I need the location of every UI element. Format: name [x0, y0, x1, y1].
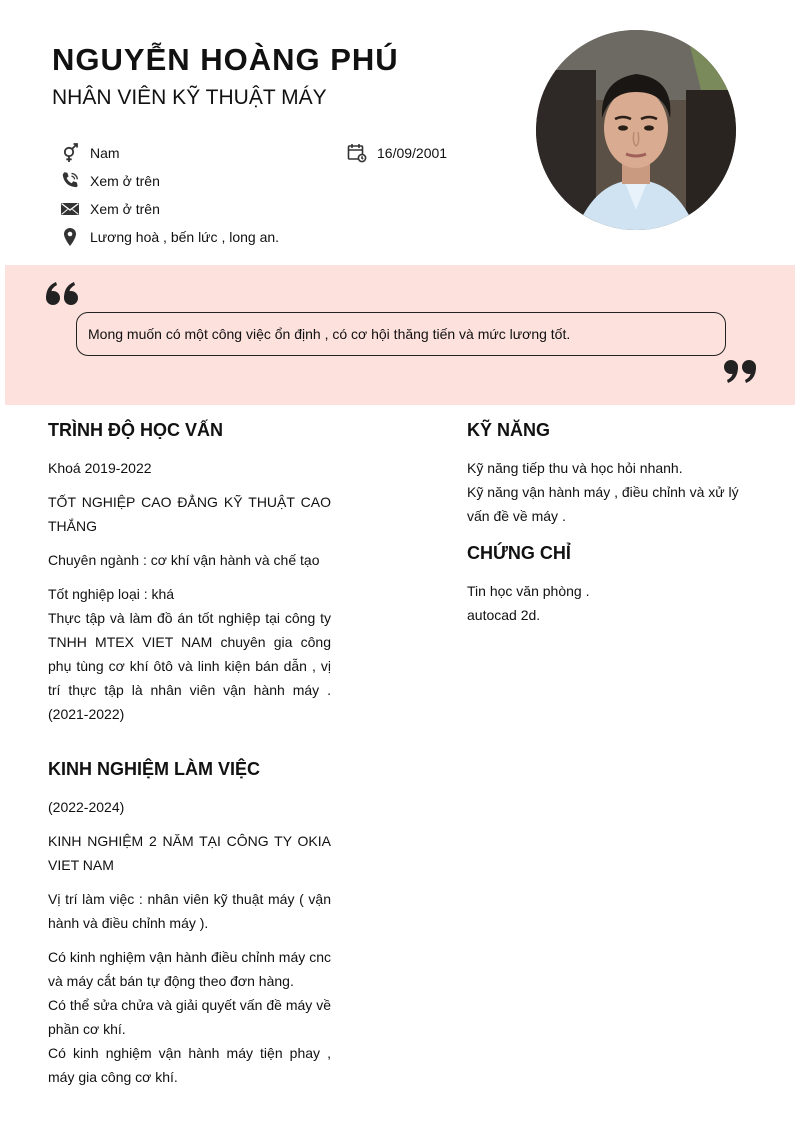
- map-pin-icon: [60, 227, 80, 247]
- email-value: Xem ở trên: [90, 201, 160, 217]
- skills-heading: KỸ NĂNG: [467, 420, 551, 440]
- quote-close-icon: [720, 356, 760, 386]
- education-grade: Tốt nghiệp loại : khá: [48, 586, 175, 602]
- education-heading: TRÌNH ĐỘ HỌC VẤN: [48, 420, 223, 440]
- skill-item: Kỹ năng tiếp thu và học hỏi nhanh.: [467, 460, 683, 476]
- quote-open-icon: [42, 279, 82, 309]
- gender-value: Nam: [90, 145, 120, 161]
- candidate-name: NGUYỄN HOÀNG PHÚ: [52, 42, 399, 77]
- objective-box: [76, 312, 726, 356]
- avatar: [536, 30, 736, 230]
- skill-item: Kỹ năng vận hành máy , điều chỉnh và xử lý vấn đề về máy .: [467, 484, 739, 524]
- skills-section: [467, 456, 747, 528]
- certificate-item: autocad 2d.: [467, 607, 541, 623]
- experience-position: Vị trí làm việc : nhân viên kỹ thuật máy ( vận hành và điều chỉnh máy ).: [48, 891, 331, 931]
- calendar-icon: [347, 143, 367, 163]
- info-email: [60, 199, 160, 219]
- experience-period: (2022-2024): [48, 799, 125, 815]
- experience-detail: Có kinh nghiệm vận hành máy tiện phay , máy gia công cơ khí.: [48, 1045, 331, 1085]
- job-title: NHÂN VIÊN KỸ THUẬT MÁY: [52, 86, 327, 109]
- experience-detail: Có kinh nghiệm vận hành điều chỉnh máy cnc và máy cắt bán tự động theo đơn hàng.: [48, 949, 331, 989]
- certificates-heading: CHỨNG CHỈ: [467, 543, 571, 563]
- info-birthdate: [347, 143, 447, 163]
- birthdate-value: 16/09/2001: [377, 145, 448, 161]
- education-school: TỐT NGHIỆP CAO ĐẲNG KỸ THUẬT CAO THẮNG: [48, 494, 331, 534]
- certificates-section: [467, 579, 747, 627]
- info-gender: [60, 143, 120, 163]
- gender-icon: [60, 143, 80, 163]
- experience-company: KINH NGHIỆM 2 NĂM TẠI CÔNG TY OKIA VIET NAM: [48, 833, 331, 873]
- education-period: Khoá 2019-2022: [48, 460, 152, 476]
- envelope-icon: [60, 199, 80, 219]
- experience-section: [48, 795, 331, 1089]
- info-phone: [60, 171, 160, 191]
- experience-heading: KINH NGHIỆM LÀM VIỆC: [48, 759, 261, 779]
- phone-value: Xem ở trên: [90, 173, 160, 189]
- info-address: [60, 227, 279, 247]
- education-major: Chuyên ngành : cơ khí vận hành và chế tạo: [48, 552, 320, 568]
- objective-text: Mong muốn có một công việc ổn định , có cơ hội thăng tiến và mức lương tốt.: [88, 326, 571, 342]
- education-section: [48, 456, 331, 726]
- certificate-item: Tin học văn phòng .: [467, 583, 590, 599]
- experience-detail: Có thể sửa chửa và giải quyết vấn đề máy về phần cơ khí.: [48, 997, 331, 1037]
- address-value: Lương hoà , bến lức , long an.: [90, 229, 280, 245]
- phone-icon: [60, 171, 80, 191]
- education-internship: Thực tập và làm đồ án tốt nghiệp tại công ty TNHH MTEX VIET NAM chuyên gia công phụ tùng cơ khí ôtô và linh kiện bán dẫn , vị trí thực tập là nhân viên vận hành máy .(2021-2022): [48, 610, 331, 722]
